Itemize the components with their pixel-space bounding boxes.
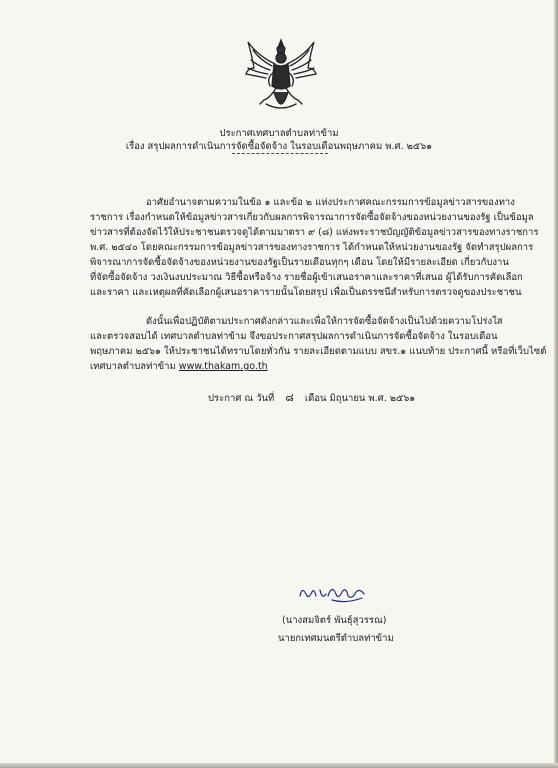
announce-date-line (208, 392, 415, 405)
announce-month-year: เดือน มิถุนายน พ.ศ. ๒๕๖๑ (304, 393, 416, 404)
para1-line: พ.ศ. ๒๕๔๐ โดยคณะกรรมการข้อมูลข่าวสารของทางราชการ ได้กำหนดให้หน่วยงานของรัฐ จัดทำสรุปผลการ (90, 242, 534, 253)
para2-line: ดังนั้นเพื่อปฏิบัติตามประกาศดังกล่าวและเพื่อให้การจัดซื้อจัดจ้างเป็นไปด้วยความโปร่งใส (146, 316, 503, 327)
para2-line: และตรวจสอบได้ เทศบาลตำบลท่าข้าม จึงขอประกาศสรุปผลการดำเนินการจัดซื้อจัดจ้าง ในรอบเดือน (90, 331, 498, 342)
para1-line: อาศัยอำนาจตามความในข้อ ๑ และข้อ ๒ แห่งประกาศคณะกรรมการข้อมูลข่าวสารของทาง (146, 197, 515, 208)
handwritten-signature-icon (296, 578, 368, 606)
para2-line: พฤษภาคม ๒๕๖๑ ให้ประชาชนได้ทราบโดยทั่วกัน รายละเอียดตามแบบ สขร.๑ แนบท้าย ประกาศนี้ หรือที่เว็บไซต์ (90, 346, 547, 357)
announce-prefix: ประกาศ ณ วันที่ (208, 393, 275, 404)
page-edge-right (554, 0, 558, 768)
subject-line: เรื่อง สรุปผลการดำเนินการจัดซื้อจัดจ้าง ในรอบเดือนพฤษภาคม พ.ศ. ๒๕๖๑ (125, 141, 433, 152)
para2-last-line (90, 361, 268, 373)
signer-title: นายกเทศมนตรีตำบลท่าข้าม (278, 633, 394, 644)
website-link[interactable]: www.thakam.go.th (178, 361, 268, 372)
para1-line: ราชการ เรื่องกำหนดให้ข้อมูลข่าวสารเกี่ยวกับผลการพิจารณาการจัดซื้อจัดจ้างของหน่วยงานของรัฐ เป็นข้อมูล (90, 212, 534, 223)
garuda-emblem-icon (244, 38, 318, 118)
para1-line: พิจารณาการจัดซื้อจัดจ้างของหน่วยงานของรัฐเป็นรายเดือนทุกๆ เดือน โดยให้มีรายละเอียด เกี่ยวกับงาน (90, 257, 509, 268)
announcer-line: ประกาศเทศบาลตำบลท่าข้าม (219, 128, 339, 139)
signer-name: (นางสมจิตร์ พันธุ์สุวรรณ) (282, 615, 387, 626)
para1-line: ข่าวสารที่ต้องจัดไว้ให้ประชาชนตรวจดูได้ตามมาตรา ๙ (๘) แห่งพระราชบัญญัติข้อมูลข่าวสารของทางราชการ (90, 227, 539, 238)
page-edge-bottom (0, 763, 558, 768)
para1-line: และราคา และเหตุผลที่คัดเลือกผู้เสนอราคารายนั้นโดยสรุป เพื่อเป็นดรรชนีสำหรับการตรวจดูของประชาชน (90, 287, 522, 298)
separator-rule (232, 153, 328, 154)
website-prefix: เทศบาลตำบลท่าข้าม (90, 361, 179, 372)
announce-day: ๘ (285, 391, 294, 404)
para1-line: ที่จัดซื้อจัดจ้าง วงเงินงบประมาณ วิธีซื้อหรือจ้าง รายชื่อผู้เข้าเสนอราคาและราคาที่เสนอ ผู้ได้รับการคัดเลือก (90, 272, 523, 283)
